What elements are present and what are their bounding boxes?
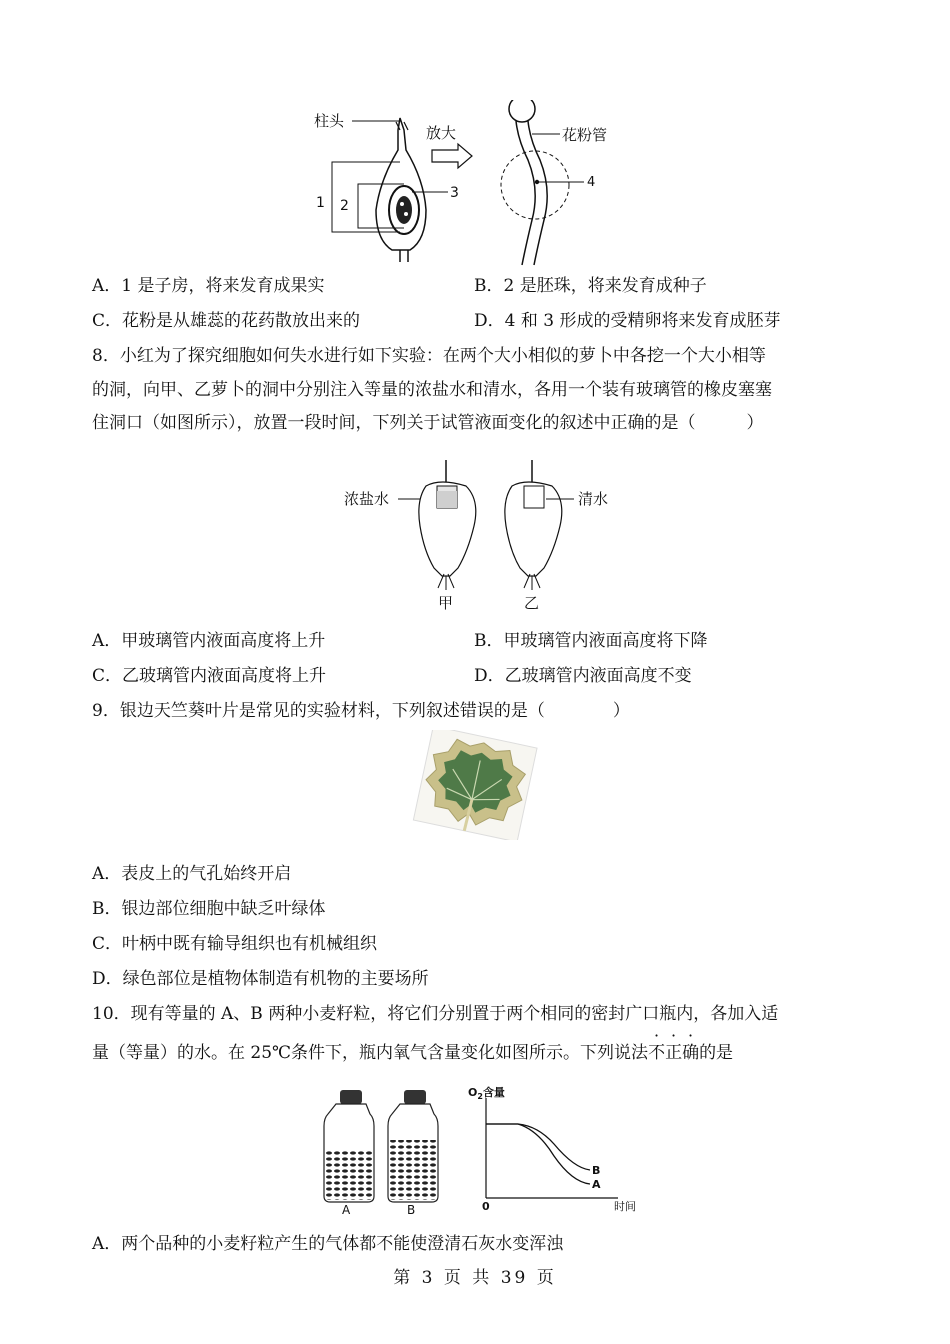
q8-stem-line1: 8．小红为了探究细胞如何失水进行如下实验：在两个大小相似的萝卜中各挖一个大小相等 bbox=[92, 346, 766, 366]
label-num-1: 1 bbox=[316, 195, 325, 211]
q9-stem: 9．银边天竺葵叶片是常见的实验材料，下列叙述错误的是（ ） bbox=[92, 701, 630, 721]
bottle-a bbox=[324, 1090, 374, 1216]
emphasis-char-1: 不 bbox=[648, 1043, 666, 1063]
curve-a-label: A bbox=[592, 1178, 601, 1191]
geranium-leaf-image bbox=[410, 730, 540, 840]
q7-option-c[interactable]: C．花粉是从雄蕊的花药散放出来的 bbox=[92, 311, 361, 331]
wheat-bottle-experiment-figure bbox=[318, 1084, 638, 1216]
bottle-b bbox=[388, 1090, 438, 1216]
label-clear-water: 清水 bbox=[578, 490, 609, 508]
q8-option-d[interactable]: D．乙玻璃管内液面高度不变 bbox=[474, 666, 692, 686]
label-stigma: 柱头 bbox=[314, 112, 345, 130]
oxygen-graph bbox=[468, 1085, 636, 1213]
q7-option-d[interactable]: D．4 和 3 形成的受精卵将来发育成胚芽 bbox=[474, 311, 781, 331]
curve-b bbox=[486, 1124, 590, 1170]
label-num-2: 2 bbox=[340, 198, 349, 214]
curve-b-label: B bbox=[592, 1164, 601, 1177]
q9-option-c[interactable]: C．叶柄中既有输导组织也有机械组织 bbox=[92, 934, 378, 954]
q9-option-d[interactable]: D．绿色部位是植物体制造有机物的主要场所 bbox=[92, 969, 429, 989]
q8-stem-line3: 住洞口（如图所示），放置一段时间，下列关于试管液面变化的叙述中正确的是（ ） bbox=[92, 413, 764, 433]
label-num-4: 4 bbox=[587, 175, 596, 190]
emphasis-char-2: 正 bbox=[665, 1043, 683, 1063]
q9-option-a[interactable]: A．表皮上的气孔始终开启 bbox=[92, 864, 292, 884]
emphasis-char-3: 确 bbox=[682, 1043, 700, 1063]
q10-stem-line2-pre: 量（等量）的水。在 25℃条件下，瓶内氧气含量变化如图所示。下列说法 bbox=[92, 1043, 649, 1063]
q8-option-a[interactable]: A．甲玻璃管内液面高度将上升 bbox=[92, 631, 326, 651]
label-yi: 乙 bbox=[524, 594, 540, 612]
q7-option-b[interactable]: B．2 是胚珠，将来发育成种子 bbox=[474, 276, 707, 296]
q10-stem-line2 bbox=[92, 1041, 733, 1065]
q10-stem-line1: 10．现有等量的 A、B 两种小麦籽粒，将它们分别置于两个相同的密封广口瓶内，各加入适 bbox=[92, 1004, 779, 1024]
label-num-3: 3 bbox=[450, 185, 459, 201]
curve-a bbox=[486, 1124, 590, 1184]
q8-option-c[interactable]: C．乙玻璃管内液面高度将上升 bbox=[92, 666, 327, 686]
label-pollen-tube: 花粉管 bbox=[562, 126, 608, 144]
bottle-a-label: A bbox=[342, 1203, 351, 1216]
q9-option-b[interactable]: B．银边部位细胞中缺乏叶绿体 bbox=[92, 899, 326, 919]
q10-option-a[interactable]: A．两个品种的小麦籽粒产生的气体都不能使澄清石灰水变浑浊 bbox=[92, 1234, 564, 1254]
y-axis-label: $O_2$含量 bbox=[468, 1086, 505, 1101]
label-jia: 甲 bbox=[438, 594, 454, 612]
q8-stem-line2: 的洞，向甲、乙萝卜的洞中分别注入等量的浓盐水和清水，各用一个装有玻璃管的橡皮塞塞 bbox=[92, 380, 772, 400]
bottle-b-label: B bbox=[407, 1203, 416, 1216]
page-footer: 第 3 页 共 39 页 bbox=[393, 1268, 557, 1288]
x-axis-label: 时间 bbox=[614, 1200, 636, 1213]
flower-pistil-diagram bbox=[300, 100, 660, 270]
label-enlarge: 放大 bbox=[426, 124, 457, 142]
label-salt-water: 浓盐水 bbox=[344, 490, 390, 508]
q10-stem-line2-post: 的是 bbox=[699, 1043, 734, 1063]
origin-label: 0 bbox=[482, 1200, 490, 1213]
radish-experiment-diagram bbox=[340, 456, 620, 616]
q8-option-b[interactable]: B．甲玻璃管内液面高度将下降 bbox=[474, 631, 708, 651]
q7-option-a[interactable]: A．1 是子房，将来发育成果实 bbox=[92, 276, 325, 296]
